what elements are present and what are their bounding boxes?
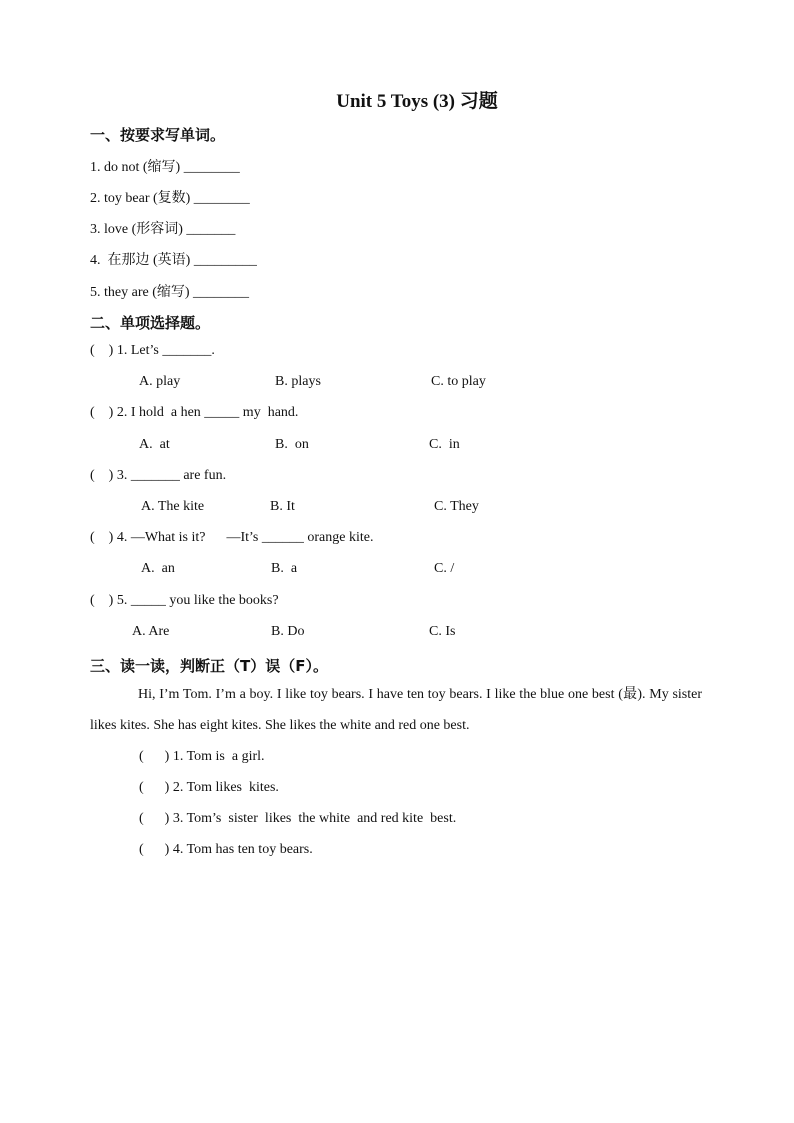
question-3-option-c: C. They: [434, 499, 479, 514]
section1-item-1: 1. do not (缩写) ________: [90, 160, 240, 175]
reading-passage: [90, 679, 702, 741]
question-2-option-b: B. on: [275, 437, 309, 452]
tf-item-2: ( ) 2. Tom likes kites.: [139, 780, 279, 795]
section2-heading: 二、单项选择题。: [90, 314, 211, 332]
reading-passage-text: Hi, I’m Tom. I’m a boy. I like toy bears. I have ten toy bears. I like the blue one best (最). My sister likes kites. She has eight kites. She likes the white and red one best.: [90, 687, 702, 733]
question-2-option-c: C. in: [429, 437, 460, 452]
question-3-option-b: B. It: [270, 499, 295, 514]
section1-item-3: 3. love (形容词) _______: [90, 222, 236, 237]
question-1-option-b: B. plays: [275, 374, 321, 389]
question-5: ( ) 5. _____ you like the books?: [90, 593, 279, 608]
section1-item-5: 5. they are (缩写) ________: [90, 285, 250, 300]
question-3-option-a: A. The kite: [141, 499, 205, 514]
section1-item-2: 2. toy bear (复数) ________: [90, 191, 250, 206]
question-5-option-c: C. Is: [429, 624, 456, 639]
question-2-option-a: A. at: [139, 437, 170, 452]
question-5-option-a: A. Are: [132, 624, 170, 639]
question-3: ( ) 3. _______ are fun.: [90, 468, 227, 483]
section1-item-4: 4. 在那边 (英语) _________: [90, 253, 257, 268]
section1-heading: 一、按要求写单词。: [90, 126, 226, 144]
question-1: ( ) 1. Let’s _______.: [90, 343, 215, 358]
question-4-option-b: B. a: [271, 561, 298, 576]
question-2: ( ) 2. I hold a hen _____ my hand.: [90, 405, 299, 420]
section3-heading: 三、读一读，判断正（T）误（F）。: [90, 657, 328, 675]
question-1-option-c: C. to play: [431, 374, 486, 389]
tf-item-1: ( ) 1. Tom is a girl.: [139, 749, 265, 764]
question-1-option-a: A. play: [139, 374, 181, 389]
question-5-option-b: B. Do: [271, 624, 305, 639]
question-4: ( ) 4. —What is it? —It’s ______ orange kite.: [90, 530, 374, 545]
tf-item-3: ( ) 3. Tom’s sister likes the white and red kite best.: [139, 811, 457, 826]
tf-item-4: ( ) 4. Tom has ten toy bears.: [139, 842, 313, 857]
question-4-option-a: A. an: [141, 561, 175, 576]
page-title: Unit 5 Toys (3) 习题: [336, 91, 498, 112]
question-4-option-c: C. /: [434, 561, 455, 576]
